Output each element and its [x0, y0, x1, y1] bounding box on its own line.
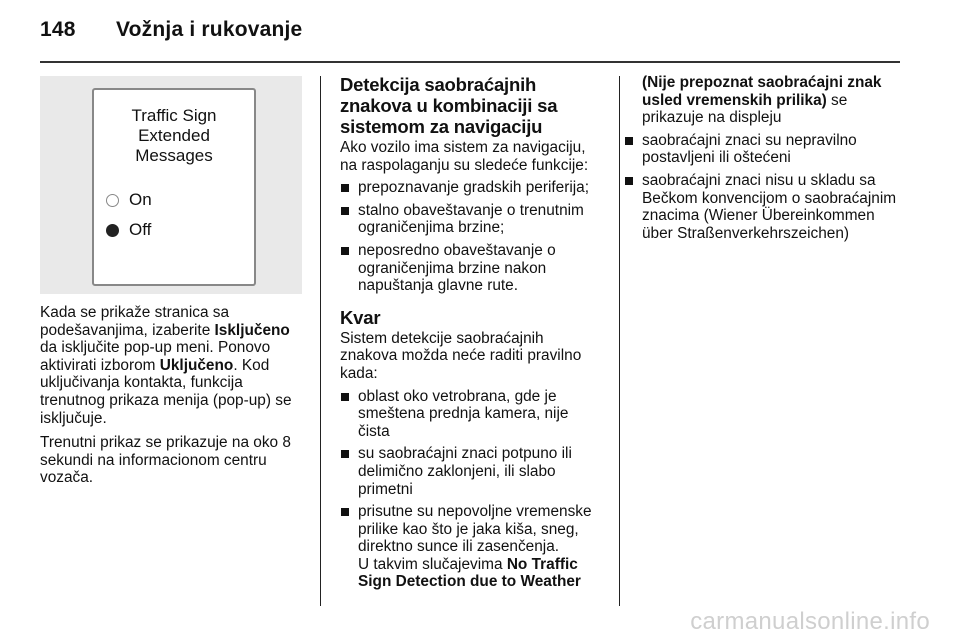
bullet-icon — [341, 508, 349, 516]
bullet-icon — [341, 184, 349, 192]
message-term-continued: (Nije prepoznat saobraćajni znak usled vremenskih prilika) — [642, 74, 882, 109]
list-item-text: stalno obaveštavanje o trenutnim ograničenjima brzine; — [358, 201, 584, 237]
header-rule — [40, 61, 900, 63]
screen-title-line-1: Traffic Sign — [131, 106, 217, 125]
list-item — [340, 503, 604, 591]
display-screen — [92, 88, 256, 286]
bullet-icon — [341, 207, 349, 215]
option-off-label: Off — [129, 220, 152, 239]
paragraph-fault-intro: Sistem detekcije saobraćajnih znakova možda neće raditi pravilno kada: — [340, 329, 582, 382]
bullet-icon — [341, 393, 349, 401]
list-navigation-features — [340, 179, 604, 295]
column-2 — [340, 74, 604, 596]
list-fault-causes-continued — [624, 132, 904, 243]
list-item — [340, 202, 604, 237]
watermark: carmanualsonline.info — [690, 608, 930, 635]
term-on: Uključeno — [159, 356, 234, 374]
option-off — [106, 220, 151, 240]
list-item-text: saobraćajni znaci su nepravilno postavljeni ili oštećeni — [642, 131, 857, 167]
screen-title-line-2: Extended — [138, 126, 210, 145]
traffic-sign-menu-illustration — [40, 76, 302, 294]
radio-unselected-icon — [106, 194, 119, 207]
page-header — [40, 18, 302, 48]
message-term: No Traffic Sign Detection due to Weather — [358, 555, 581, 591]
column-divider-1 — [320, 76, 321, 606]
column-divider-2 — [619, 76, 620, 606]
text: se prikazuje na displeju — [642, 91, 848, 127]
bullet-icon — [341, 247, 349, 255]
column-3 — [624, 74, 904, 247]
screen-title — [94, 106, 254, 166]
radio-selected-icon — [106, 224, 119, 237]
bullet-icon — [625, 177, 633, 185]
page-title: Vožnja i rukovanje — [116, 18, 303, 41]
list-item — [340, 179, 604, 197]
paragraph-continued — [624, 74, 904, 127]
list-item — [340, 242, 604, 295]
list-item — [624, 132, 904, 167]
list-item-text: prisutne su nepovoljne vremenske prilike kao što je jaka kiša, sneg, direktno sunce ili zasenčenja. — [358, 503, 592, 556]
option-on-label: On — [129, 190, 152, 209]
paragraph-intro: Ako vozilo ima sistem za navigaciju, na raspolaganju su sledeće funkcije: — [340, 139, 589, 174]
paragraph-display-time: Trenutni prikaz se prikazuje na oko 8 sekundi na informacionom centru vozača. — [40, 434, 291, 487]
column-1 — [40, 74, 308, 494]
list-item-text: neposredno obaveštavanje o ograničenjima brzine nakon napuštanja glavne rute. — [358, 241, 556, 295]
list-item — [624, 172, 904, 242]
list-item-text: prepoznavanje gradskih periferija; — [358, 179, 589, 197]
list-item-text: oblast oko vetrobrana, gde je smeštena prednja kamera, nije čista — [358, 387, 569, 440]
text: Kada se prikaže stranica sa podešavanjima, izaberite — [40, 304, 230, 339]
list-item — [340, 445, 604, 498]
screen-title-line-3: Messages — [135, 146, 213, 165]
term-off: Isključeno — [214, 321, 290, 339]
option-on — [106, 190, 152, 210]
page-number: 148 — [40, 18, 76, 41]
text: da isključite pop-up meni. Ponovo aktivirati izborom — [40, 339, 271, 374]
list-item-text: saobraćajni znaci nisu u skladu sa Bečkom konvencijom o saobraćajnim znacima (Wiener Übereinkommen über Straßenverkehrszeichen) — [642, 171, 897, 242]
text: . Kod uključivanja kontakta, funkcija trenutnog prikaza menija (pop-up) se isključuje. — [40, 356, 292, 427]
list-item-text: U takvim slučajevima — [358, 555, 507, 573]
list-fault-causes — [340, 388, 604, 592]
heading-fault: Kvar — [340, 306, 381, 328]
paragraph-settings — [40, 304, 308, 427]
list-item-text: su saobraćajni znaci potpuno ili delimično zaklonjeni, ili slabo primetni — [358, 445, 572, 498]
heading-navigation: Detekcija saobraćajnih znakova u kombinaciji sa sistemom za navigaciju — [340, 74, 558, 137]
list-item — [340, 388, 604, 441]
bullet-icon — [625, 137, 633, 145]
bullet-icon — [341, 450, 349, 458]
